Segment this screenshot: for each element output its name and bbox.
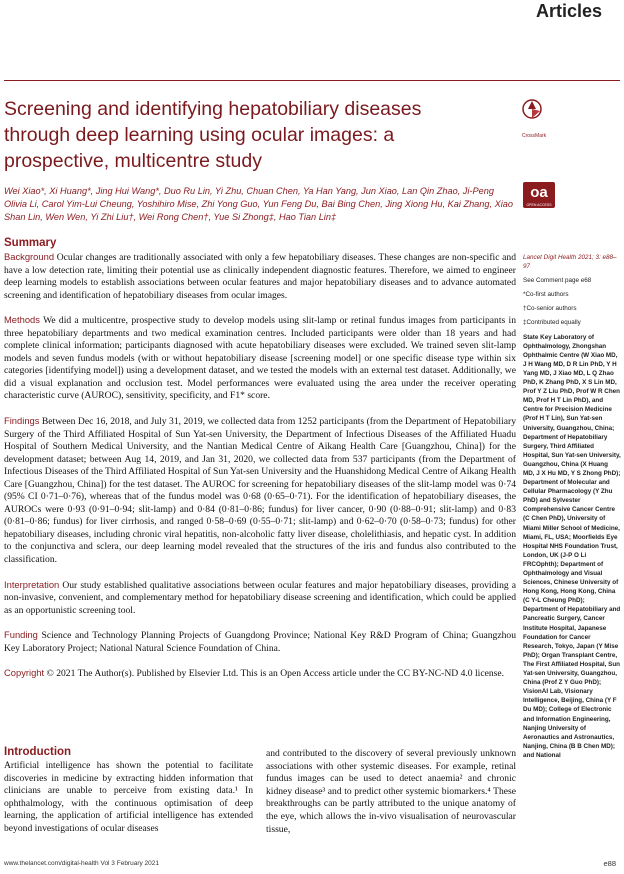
crossmark-icon	[520, 98, 554, 128]
abstract-background	[4, 251, 516, 302]
introduction-column-2: and contributed to the discovery of several previously unknown associations with other systemic diseases. For example, retinal fundus images can be used to detect anaemia² and chronic kidney disease³ and to predict other systemic biomarkers.⁴ These breakthroughs can be partly attributed to the unique anatomy of the eye, which allows the in-vivo visualisation of neurovascular tissue,	[266, 748, 516, 835]
copyright-text: © 2021 The Author(s). Published by Elsevier Ltd. This is an Open Access article under the CC BY-NC-ND 4.0 license.	[46, 668, 505, 680]
note-co-senior: †Co-senior authors	[523, 305, 577, 313]
abstract-methods	[4, 314, 516, 403]
sidebar	[523, 253, 621, 765]
article-title: Screening and identifying hepatobiliary diseases through deep learning using ocular images: a prospective, multicentre study	[4, 98, 422, 172]
funding-label: Funding	[4, 629, 38, 641]
author-list: Wei Xiao*, Xi Huang*, Jing Hui Wang*, Duo Ru Lin, Yi Zhu, Chuan Chen, Ya Han Yang, Jun Xiao, Lan Qin Zhao, Ji-Peng Olivia Li, Carol Yim-Lui Cheung, Yoshihiro Mise, Zhi Yong Guo, Yun Feng Du, Bai Bing Chen, Jing Xiong Hu, Kai Zhang, Xiao Shan Lin, Wen Wen, Yi Zhi Liu†, Wei Rong Chen†, Yue Si Zhong‡, Hao Tian Lin‡	[4, 186, 514, 222]
open-access-badge	[523, 182, 555, 208]
introduction-heading: Introduction	[4, 746, 72, 758]
oa-subtext: OPEN ACCESS	[526, 203, 552, 207]
abstract	[4, 236, 516, 681]
introduction-column-1: Artificial intelligence has shown the potential to facilitate discoveries in medicine by extracting hidden information that clinicians are unable to perceive from existing data.¹ In ophthalmology, with the continuous optimisation of deep learning, the application of artificial intelligence has extended beyond investigations of ocular diseases	[4, 760, 253, 834]
interpretation-label: Interpretation	[4, 578, 60, 590]
abstract-findings	[4, 415, 516, 567]
background-text: Ocular changes are traditionally associated with only a few hepatobiliary diseases. These changes are non-specific and have a low detection rate, limiting their potential use as clinically independent diagnostic features. Therefore, we aimed to engineer deep learning models to establish associations between ocular features and major hepatobiliary diseases and to advance automated screening and identification of hepatobiliary diseases from ocular images.	[4, 252, 516, 301]
comment-link[interactable]: See Comment page e68	[523, 277, 592, 285]
note-equal: ‡Contributed equally	[523, 319, 581, 327]
background-label: Background	[4, 251, 55, 262]
oa-text: oa	[530, 184, 548, 201]
section-label: Articles	[535, 1, 602, 21]
page-number: e88	[603, 859, 616, 868]
journal-citation[interactable]: Lancet Digit Health 2021; 3: e88–97	[523, 254, 617, 271]
findings-label: Findings	[4, 415, 40, 427]
header-rule	[4, 80, 620, 81]
methods-label: Methods	[4, 314, 40, 326]
abstract-interpretation	[4, 579, 516, 618]
findings-text: Between Dec 16, 2018, and July 31, 2019, we collected data from 1252 participants (from the Department of Hepatobiliary Surgery of the Third Affiliated Hospital of Sun Yat-sen University, the Department of Infectious Diseases of the Affiliated Huadu Hospital of Southern Medical University, and the Nantian Medical Centre of Aikang Health Care [Guangzhou, China]) for the development dataset; between Aug 14, 2019, and Jan 31, 2020, we collected data from 537 participants (from the Department of Infectious Diseases of the Third Affiliated Hospital of Sun Yat-sen University and the Huanshidong Medical Centre of Aikang Health Care [Guangzhou, China]) for the test dataset. The AUROC for screening for hepatobiliary diseases of the slit-lamp model was 0·74 (95% CI 0·71–0·76), whereas that of the fundus model was 0·68 (0·65–0·71). For the identification of hepatobiliary diseases, the AUROCs were 0·93 (0·91–0·94; slit-lamp) and 0·84 (0·81–0·86; fundus) for liver cancer, 0·90 (0·88–0·91; slit-lamp) and 0·83 (0·81–0·86; fundus) for liver cirrhosis, and ranged 0·58–0·69 (0·55–0·71; slit-lamp) and 0·62–0·70 (0·58–0·73; fundus) for other hepatobiliary diseases, including chronic viral hepatitis, non-alcoholic fatty liver disease, cholelithiasis, and hepatic cyst. In addition to the conjunctiva and sclera, our deep learning model revealed that the structures of the iris and fundus also contributed to the classification.	[4, 416, 517, 566]
crossmark-badge[interactable]	[520, 98, 554, 139]
note-co-first: *Co-first authors	[523, 291, 569, 299]
affiliations: State Key Laboratory of Ophthalmology, Zhongshan Ophthalmic Centre (W Xiao MD, J H Wang MD, D R Lin PhD, Y H Yang MD, J Xiao MD, L Q Zhao PhD, K Zhang PhD, X S Lin MD, Prof Y Z Liu PhD, Prof W R Chen MD, Prof H T Lin PhD), and Centre for Precision Medicine (Prof H T Lin), Sun Yat-sen University, Guangzhou, China; Department of Hepatobiliary Surgery, Third Affiliated Hospital, Sun Yat-sen University, Guangzhou, China (X Huang MD, J X Hu MD, Y S Zhong PhD); Department of Molecular and Cellular Pharmacology (Y Zhu PhD) and Sylvester Comprehensive Cancer Centre (C Chen PhD), University of Miami Miller School of Medicine, Miami, FL, USA; Moorfields Eye Hospital NHS Foundation Trust, London, UK (J-P O Li FRCOphth); Department of Ophthalmology and Visual Sciences, Chinese University of Hong Kong, Hong Kong, China (C Y-L Cheung PhD); Department of Hepatobiliary and Pancreatic Surgery, Cancer Institute Hospital, Japanese Foundation for Cancer Research, Tokyo, Japan (Y Mise PhD); Organ Transplant Centre, The First Affiliated Hospital, Sun Yat-sen University, Guangzhou, China (Prof Z Y Guo PhD); VisionAI Lab, Visionary Intelligence, Beijing, China (Y F Du MD); College of Electronic and Information Engineering, Nanjing University of Aeronautics and Astronautics, Nanjing, China (B B Chen MD); and National	[523, 333, 621, 759]
methods-text: We did a multicentre, prospective study to develop models using slit-lamp or retinal fundus images from participants in three hepatobiliary departments and two medical examination centres. Included participants were older than 18 years and had complete clinical information; participants diagnosed with acute hepatobiliary diseases were excluded. We trained seven slit-lamp models and seven fundus models (with or without hepatobiliary disease [screening model] or one specific disease type within six categories [identifying model]) using a development dataset, and we tested the models with an external test dataset. Additionally, we did a visual explanation and occlusion test. Model performances were evaluated using the area under the receiver operating characteristic curve (AUROC), sensitivity, specificity, and F1* score.	[4, 315, 516, 402]
funding-text: Science and Technology Planning Projects of Guangdong Province; National Key R&D Program of China; Guangzhou Key Laboratory Project; National Natural Science Foundation of China.	[4, 630, 516, 654]
abstract-copyright	[4, 667, 516, 681]
crossmark-label: CrossMark	[522, 133, 547, 139]
summary-heading: Summary	[4, 237, 57, 249]
abstract-funding	[4, 629, 516, 655]
copyright-label: Copyright	[4, 667, 45, 679]
footer-journal[interactable]: www.thelancet.com/digital-health Vol 3 February 2021	[4, 860, 160, 867]
interpretation-text: Our study established qualitative associations between ocular features and major hepatobiliary diseases, providing a non-invasive, convenient, and complementary method for hepatobiliary disease screening and identification, which could be applied as an opportunistic screening tool.	[4, 579, 516, 616]
